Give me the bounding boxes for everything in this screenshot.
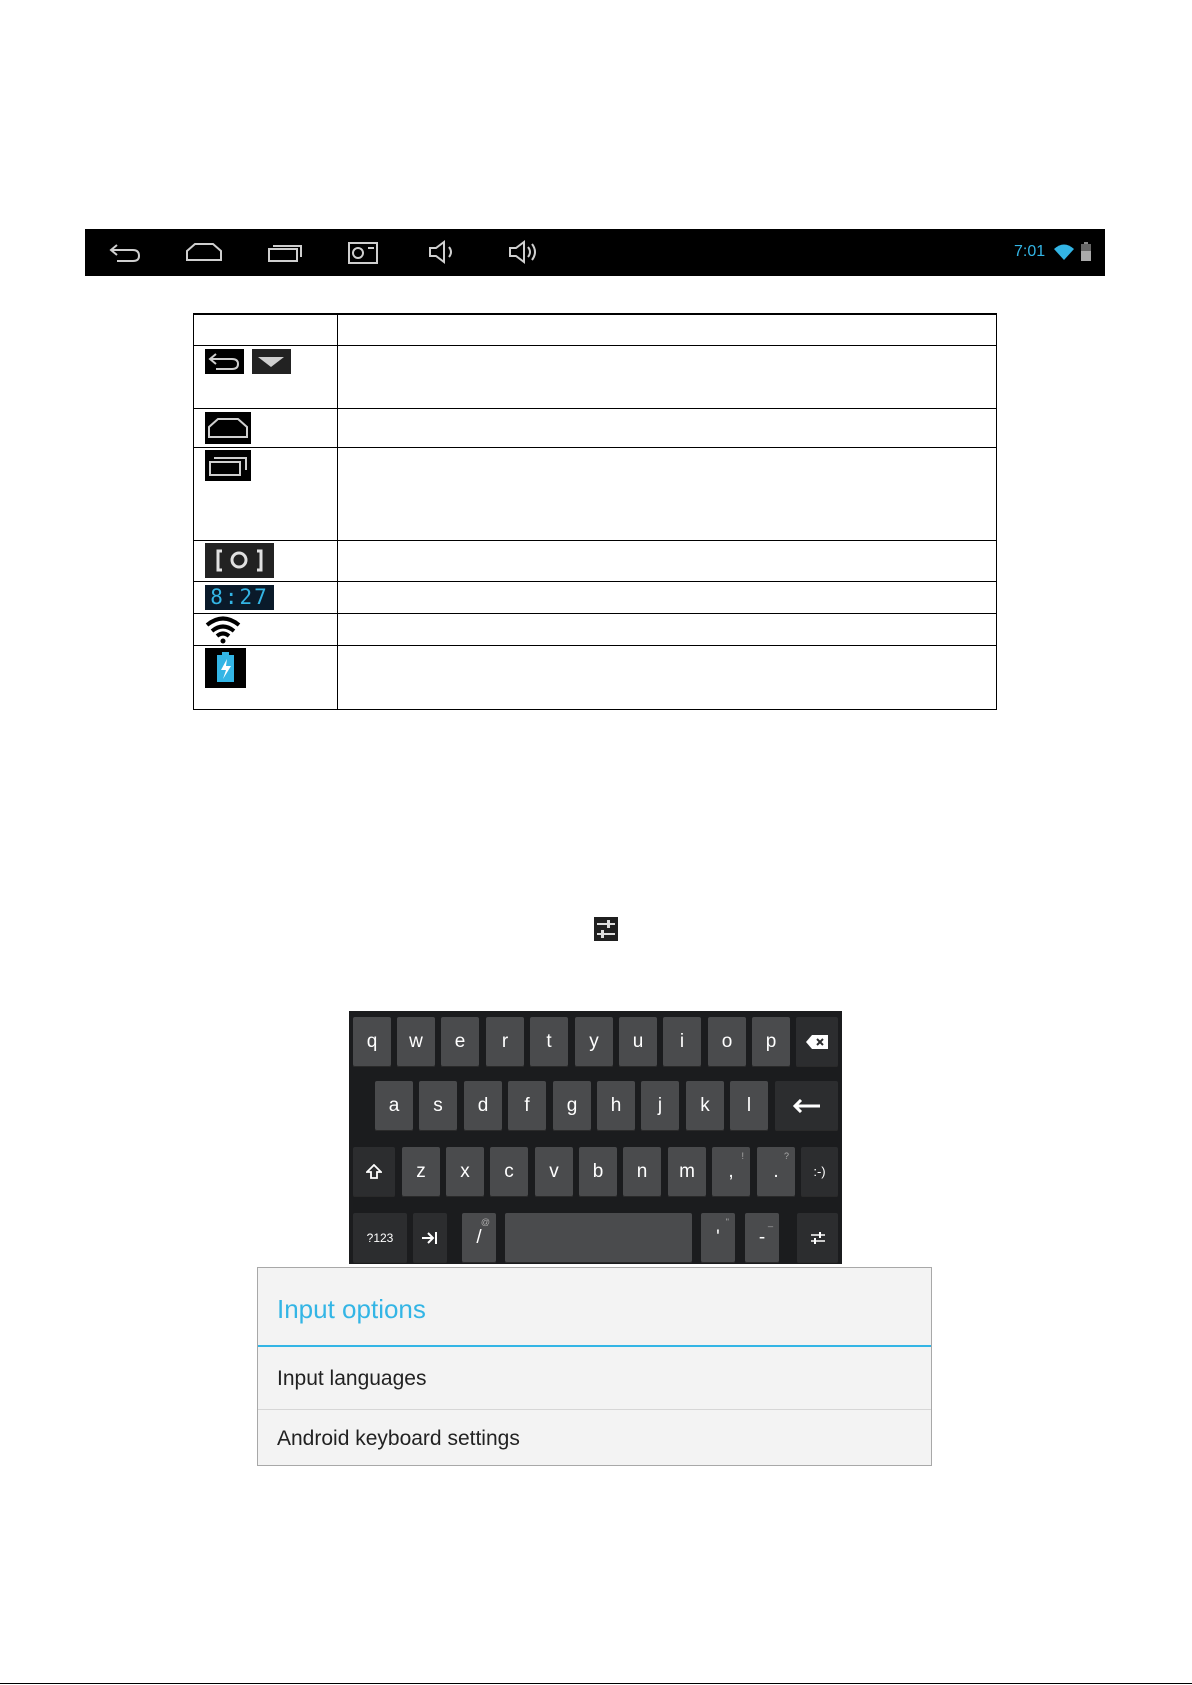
key-dash[interactable] (745, 1213, 779, 1263)
key-a[interactable]: a (375, 1081, 413, 1131)
volume-down-icon[interactable] (427, 239, 459, 265)
page-bottom-rule (0, 1683, 1192, 1684)
key-r[interactable]: r (486, 1017, 524, 1067)
hide-keyboard-icon (252, 349, 291, 374)
wifi-icon (205, 616, 241, 644)
key-q[interactable]: q (353, 1017, 391, 1067)
wifi-icon (1053, 243, 1075, 261)
key-dash-label: - (758, 1227, 766, 1248)
key-e[interactable]: e (441, 1017, 479, 1067)
key-n[interactable]: n (623, 1147, 661, 1197)
key-l[interactable]: l (730, 1081, 768, 1131)
key-z[interactable]: z (402, 1147, 440, 1197)
key-period[interactable] (757, 1147, 795, 1197)
legend-row-screenshot (194, 540, 996, 581)
key-slash-hint: @ (480, 1217, 490, 1227)
keyboard-settings-key[interactable] (797, 1213, 838, 1263)
legend-row-home (194, 408, 996, 447)
android-keyboard (349, 1011, 842, 1264)
legend-row-back (194, 345, 996, 408)
key-period-label: . (773, 1161, 779, 1182)
key-k[interactable]: k (686, 1081, 724, 1131)
key-g[interactable]: g (553, 1081, 591, 1131)
spacebar[interactable] (505, 1213, 692, 1263)
key-t[interactable]: t (530, 1017, 568, 1067)
key-v[interactable]: v (535, 1147, 573, 1197)
dialog-divider (258, 1409, 931, 1410)
key-w[interactable]: w (397, 1017, 435, 1067)
battery-icon (1080, 242, 1092, 262)
key-y[interactable]: y (575, 1017, 613, 1067)
shift-icon (366, 1164, 382, 1180)
keyboard-settings-icon (810, 1230, 826, 1246)
symbols-key[interactable]: ?123 (353, 1213, 407, 1263)
recent-apps-icon[interactable] (267, 239, 303, 265)
key-j[interactable]: j (641, 1081, 679, 1131)
legend-row-wifi (194, 613, 996, 645)
tab-icon (421, 1231, 439, 1245)
key-c[interactable]: c (490, 1147, 528, 1197)
back-icon (205, 349, 244, 374)
key-apostrophe-hint: " (725, 1217, 729, 1227)
input-options-dialog (257, 1267, 932, 1466)
back-icon[interactable] (107, 239, 143, 265)
legend-header-row (194, 314, 996, 345)
enter-icon (792, 1099, 822, 1113)
key-s[interactable]: s (419, 1081, 457, 1131)
status-clock: 7:01 (1014, 243, 1046, 260)
screenshot-icon[interactable] (347, 239, 379, 265)
legend-row-clock (194, 581, 996, 613)
key-f[interactable]: f (508, 1081, 546, 1131)
key-comma-hint: ! (741, 1151, 744, 1161)
key-o[interactable]: o (708, 1017, 746, 1067)
android-keyboard-settings-item[interactable]: Android keyboard settings (277, 1427, 520, 1450)
legend-row-battery (194, 645, 996, 710)
key-p[interactable]: p (752, 1017, 790, 1067)
dialog-title-divider (258, 1345, 931, 1347)
input-languages-item[interactable]: Input languages (277, 1367, 427, 1390)
key-apostrophe[interactable] (701, 1213, 735, 1263)
backspace-icon (806, 1035, 828, 1049)
battery-charging-icon (205, 648, 246, 688)
legend-row-recent-apps (194, 447, 996, 540)
key-slash[interactable] (462, 1213, 496, 1263)
key-slash-label: / (476, 1227, 482, 1248)
key-h[interactable]: h (597, 1081, 635, 1131)
key-period-hint: ? (783, 1151, 789, 1161)
backspace-key[interactable] (796, 1017, 838, 1067)
home-icon (205, 412, 251, 444)
key-dash-hint: _ (767, 1217, 773, 1227)
legend-table (193, 313, 997, 710)
tab-key[interactable] (413, 1213, 447, 1263)
key-d[interactable]: d (464, 1081, 502, 1131)
enter-key[interactable] (775, 1081, 838, 1131)
key-i[interactable]: i (663, 1017, 701, 1067)
key-comma[interactable] (712, 1147, 750, 1197)
key-u[interactable]: u (619, 1017, 657, 1067)
smiley-key[interactable]: :-) (801, 1147, 838, 1197)
volume-up-icon[interactable] (507, 239, 543, 265)
key-x[interactable]: x (446, 1147, 484, 1197)
key-b[interactable]: b (579, 1147, 617, 1197)
navigation-bar (85, 229, 1105, 276)
shift-key[interactable] (353, 1147, 395, 1197)
home-icon[interactable] (185, 239, 223, 265)
screenshot-icon (205, 543, 274, 578)
clock-icon: 8:27 (205, 585, 274, 610)
key-apostrophe-label: ' (716, 1227, 720, 1248)
recent-apps-icon (205, 450, 251, 481)
dialog-title: Input options (277, 1294, 426, 1324)
keyboard-settings-icon (594, 917, 618, 941)
key-m[interactable]: m (668, 1147, 706, 1197)
key-comma-label: , (728, 1161, 734, 1182)
